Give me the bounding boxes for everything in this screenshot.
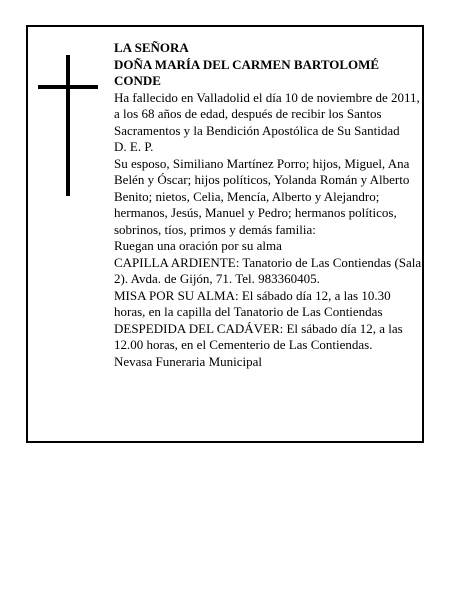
chapel-info: CAPILLA ARDIENTE: Tanatorio de Las Contiendas (Sala 2). Avda. de Gijón, 71. Tel. 983360405. — [114, 254, 422, 286]
cross-horizontal-bar — [38, 85, 98, 89]
deceased-name: DOÑA MARÍA DEL CARMEN BARTOLOMÉ CONDE — [114, 56, 380, 88]
notice-text — [114, 40, 422, 370]
funeral-home: Nevasa Funeraria Municipal — [114, 353, 263, 369]
dep-line: D. E. P. — [114, 139, 154, 154]
death-info: Ha fallecido en Valladolid el día 10 de noviembre de 2011, a los 68 años de edad, después de recibir los Santos Sacramentos y la Bendición Apostólica de Su Santidad — [114, 89, 420, 138]
mass-info: MISA POR SU ALMA: El sábado día 12, a las 10.30 horas, en la capilla del Tanatorio de Las Contiendas — [114, 287, 391, 319]
obituary-notice — [26, 25, 424, 443]
cross-vertical-bar — [66, 55, 70, 196]
prayer-line: Ruegan una oración por su alma — [114, 238, 282, 253]
family-list: Su esposo, Similiano Martínez Porro; hijos, Miguel, Ana Belén y Óscar; hijos políticos, Yolanda Román y Alberto Benito; nietos, Celia, Mencía, Alberto y Alejandro; hermanos, Jesús, Manuel y Pedro; hermanos políticos, sobrinos, tíos, primos y demás familia: — [114, 155, 410, 237]
farewell-info: DESPEDIDA DEL CADÁVER: El sábado día 12, a las 12.00 horas, en el Cementerio de Las Contiendas. — [114, 320, 403, 352]
notice-title: LA SEÑORA — [114, 40, 189, 55]
